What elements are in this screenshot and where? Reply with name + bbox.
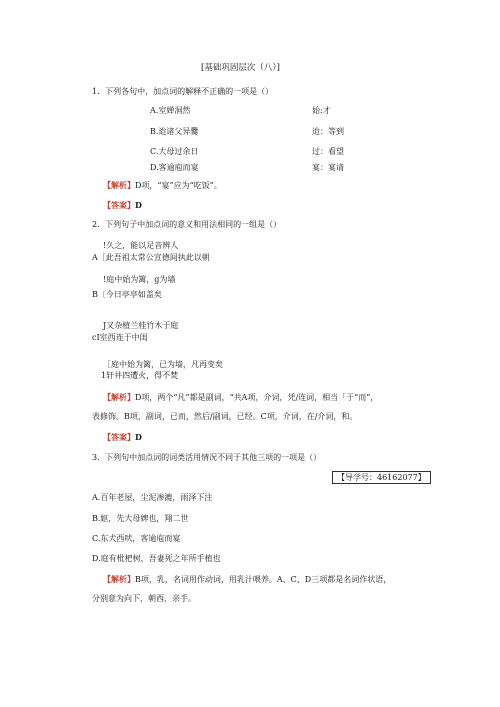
q2-b-line-2: B〔今日亭亭如盖矣 [92, 290, 162, 299]
q3-analysis-line-1 [103, 574, 391, 585]
q3-option-d: D.庭有枇杷树，吾妻死之年所手植也 [92, 554, 221, 563]
q1-option-c-gloss: 过：看望 [312, 147, 344, 156]
q1-answer-text: D [135, 200, 142, 210]
q3-option-b: B.妪，先大母婢也，翔二世 [92, 514, 189, 523]
q2-analysis-text-1: D项，两个“凡”都是副词，“共A项，介词，凭/连词，相当「于“而”， [135, 393, 379, 402]
q3-analysis-text-1: B项，乳，名词用作动词，用乳汁喂养。A、C、D三项都是名词作状语， [135, 575, 392, 584]
q1-analysis [103, 180, 222, 191]
question-1-stem [92, 87, 273, 97]
q1-option-a-gloss: 始:才 [312, 106, 331, 115]
question-3-stem: 3．下列句中加点词的词类活用情况不同于其他三项的一项是（） [92, 453, 322, 462]
q2-analysis-line-1 [103, 392, 378, 403]
q1-option-b: B.迨诸父异爨 [150, 127, 199, 136]
q2-a-line-2: A［此吾祖太常公宣德间执此以朝 [92, 253, 210, 262]
question-1-stem-text: 1．下列各句中，加点词的解释不正确的一项是（） [92, 87, 274, 96]
q2-answer [103, 432, 142, 443]
q2-analysis-label: 【解析】 [103, 392, 135, 402]
q2-answer-label: 【答案】 [103, 432, 135, 442]
q1-answer [103, 200, 142, 211]
q2-analysis-line-2: 表修饰。B项，副词，已而，然后/副词，已经。C项，介词，在/介词，和。 [92, 412, 358, 421]
q3-option-a: A.百年老屋，尘泥渗漉，雨泽下注 [92, 493, 213, 502]
q1-option-a: A.室婵洞然 [150, 106, 191, 115]
guide-code-badge: 【导学号：46162077】 [332, 471, 431, 484]
q2-c-line-1: J又杂植兰桂竹木于庭 [103, 321, 179, 330]
section-title: [基础巩固层次（八）] [201, 63, 280, 73]
q1-analysis-text: D项，“宴”应为“吃饭”。 [135, 181, 222, 190]
q3-analysis-label: 【解析】 [103, 574, 135, 584]
q1-option-d-gloss: 宴：宴请 [312, 163, 344, 172]
q1-analysis-label: 【解析】 [103, 180, 135, 190]
q1-answer-label: 【答案】 [103, 200, 135, 210]
q2-answer-text: D [135, 432, 142, 442]
q3-analysis-line-2: 分别意为向下，朝西，亲手。 [92, 594, 196, 603]
q1-option-c: C.大母过余日 [150, 147, 199, 156]
q1-option-b-gloss: 迨：等到 [312, 127, 344, 136]
q2-b-line-1: !庭中始为篱，g为墙 [103, 275, 176, 284]
question-2-stem: 2．下列句子中加点词的意义和用法相同的一组是（） [92, 220, 282, 229]
q2-c-line-2: cI室西连于中闺 [92, 333, 148, 342]
q2-a-line-1: !久之，能以足音辨人 [103, 241, 179, 250]
q1-option-d: D.客逾庖而宴 [150, 163, 199, 172]
q2-d-line-2: 1轩井四遭火，得不焚 [101, 371, 179, 380]
q2-d-line-1: ［庭中始为篱，已为墙，凡再变矣 [103, 360, 223, 369]
q3-option-c: C.东犬西吠，客逾庖而宴 [92, 534, 181, 543]
